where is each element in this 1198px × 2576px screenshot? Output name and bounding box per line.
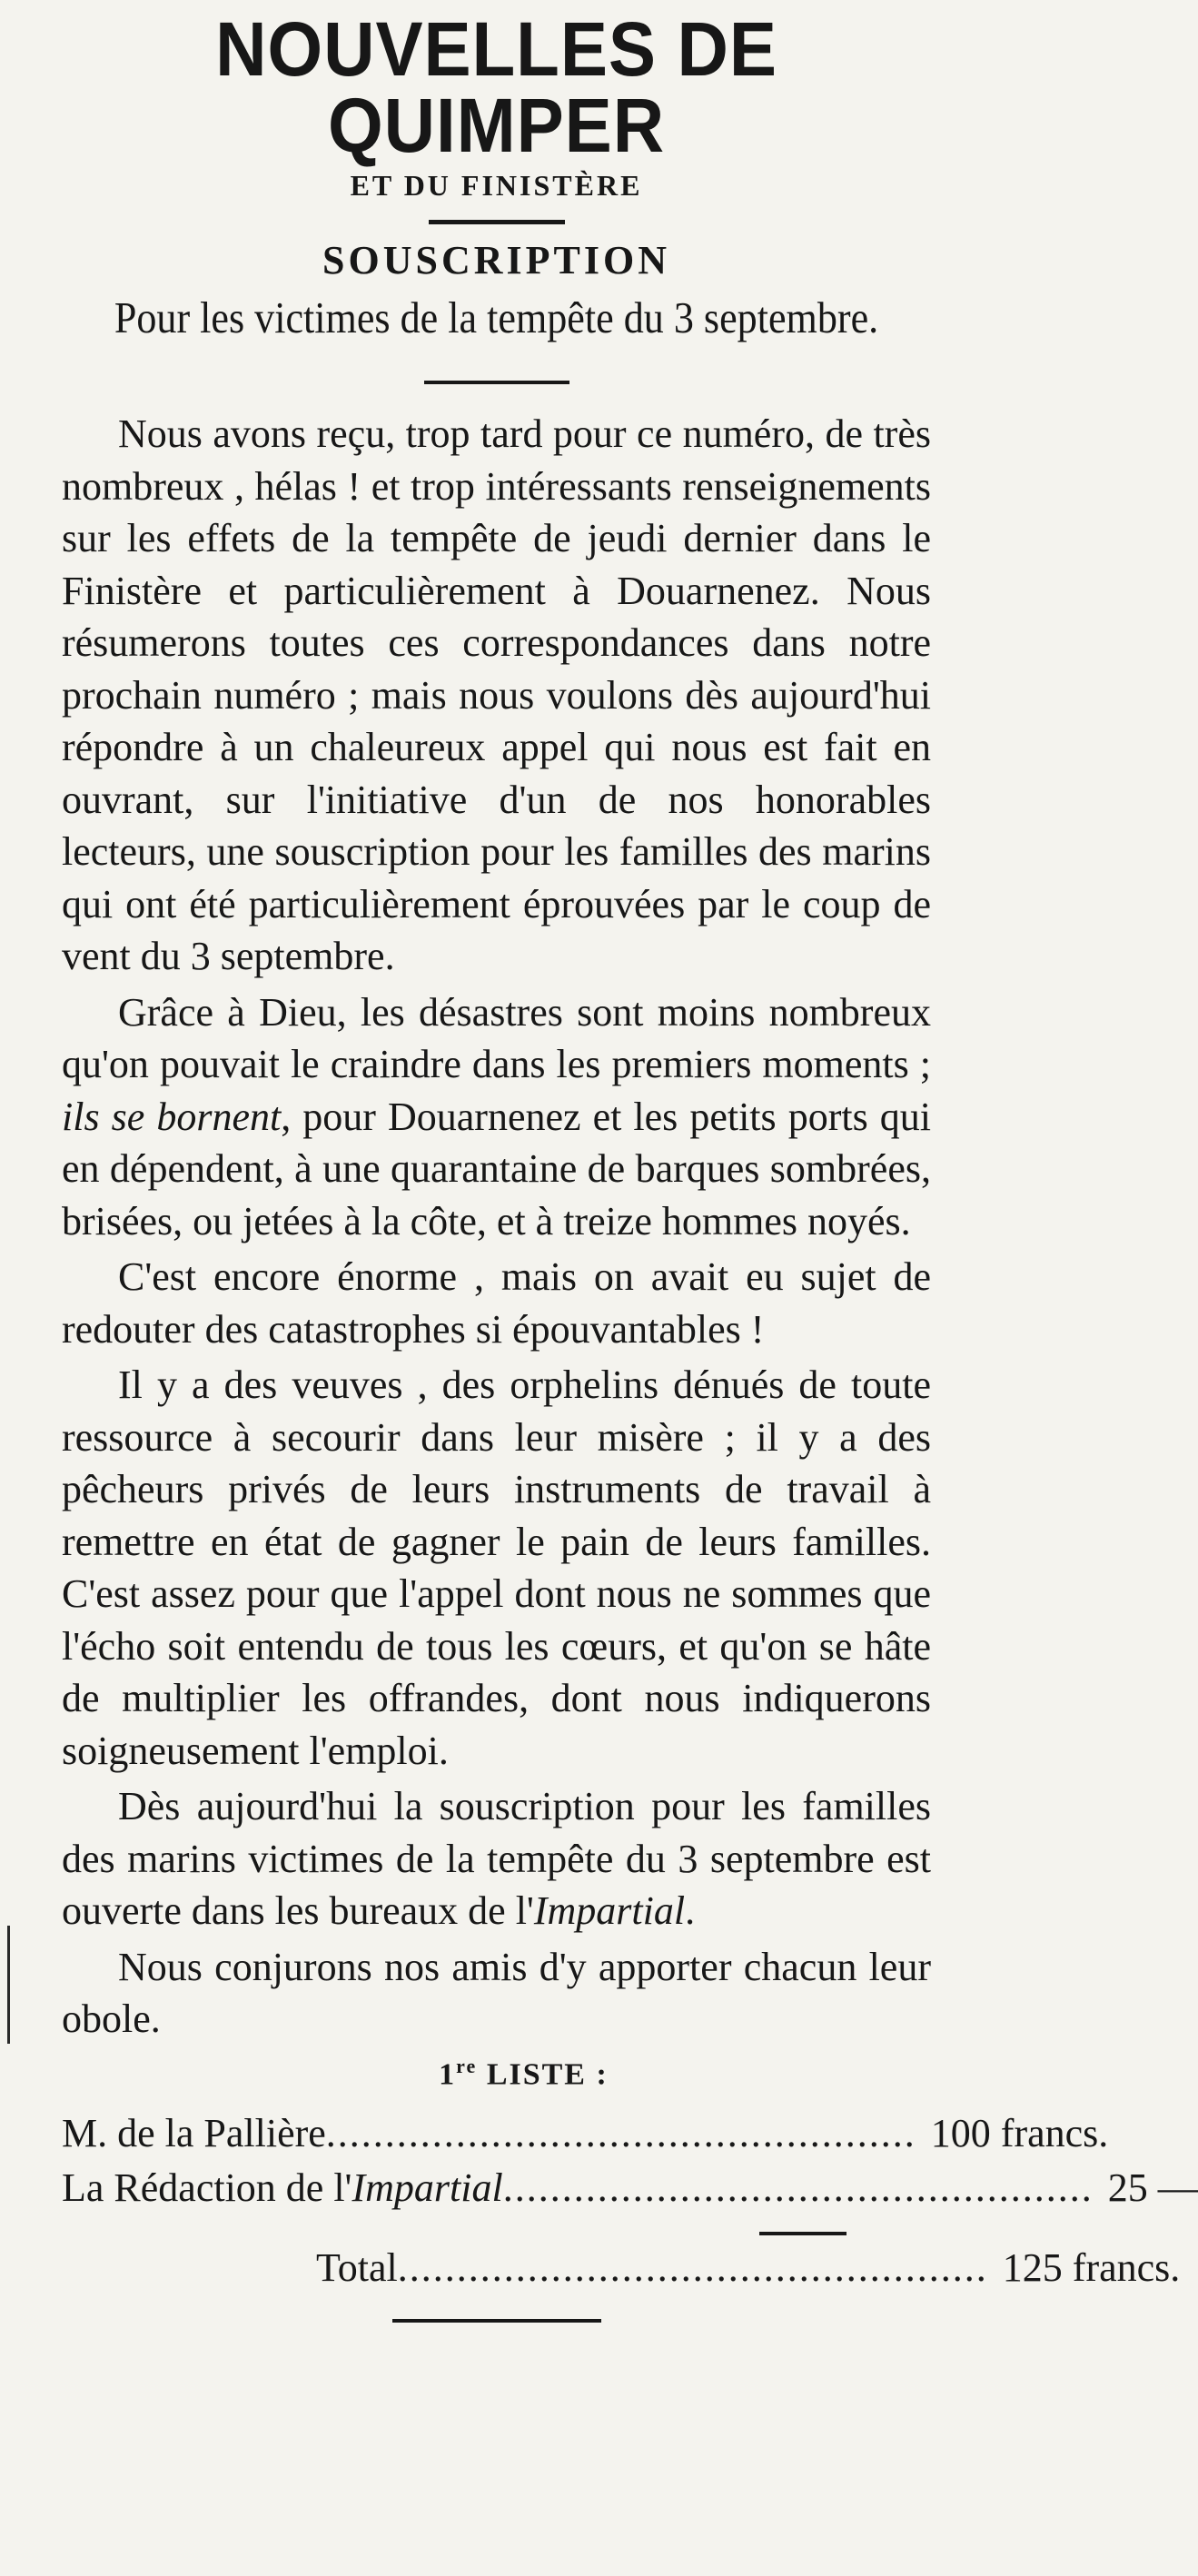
section-title: SOUSCRIPTION — [322, 238, 670, 282]
paragraph: C'est encore énorme , mais on avait eu sujet de redouter des catastrophes si épouvantables ! — [62, 1254, 931, 1352]
article-body — [62, 408, 931, 2046]
subscriber-name — [62, 2161, 503, 2215]
paragraph-part: . — [685, 1888, 696, 1934]
subscription-list — [62, 2106, 1198, 2295]
divider-rule — [424, 381, 569, 384]
paragraph — [62, 1780, 931, 1937]
masthead-subtitle: ET DU FINISTÈRE — [350, 169, 643, 202]
paragraph: Il y a des veuves , des orphelins dénués de toute ressource à secourir dans leur misère ; il y a des pêcheurs privés de leurs instruments de travail à remettre en état de gagner le pain de leurs familles. C'est assez pour que l'appel dont nous ne sommes que l'écho soit entendu de tous les cœurs, et qu'on se hâte de multiplier les offrandes, dont nous indiquerons soigneusement l'emploi. — [62, 1362, 931, 1773]
paragraph-part: , pour Douarnenez et les petits ports qui en dépendent, à une quarantaine de barques sombrées, brisées, ou jetées à la côte, et à treize hommes noyés. — [62, 1094, 931, 1243]
leader-dots: .................................................. — [325, 2111, 916, 2156]
list-number: 1 — [439, 2057, 457, 2092]
paragraph: Nous conjurons nos amis d'y apporter chacun leur obole. — [62, 1944, 931, 2042]
paragraph: Nous avons reçu, trop tard pour ce numéro, de très nombreux , hélas ! et trop intéressants renseignements sur les effets de la tempête de jeudi dernier dans le Finistère et particulièrement à Douarnenez. Nous résumerons toutes ces correspondances dans notre prochain numéro ; mais nous voulons dès aujourd'hui répondre à un chaleureux appel qui nous est fait en ouvrant, sur l'initiative d'un de nos honorables lecteurs, une souscription pour les familles des marins qui ont été particulièrement éprouvées par le coup de vent du 3 septembre. — [62, 411, 931, 979]
list-number-suffix: re — [456, 2054, 478, 2077]
subscriber-name: M. de la Pallière — [62, 2111, 326, 2156]
total-label: Total — [316, 2245, 398, 2291]
section-subtitle: Pour les victimes de la tempête du 3 septembre. — [114, 292, 879, 343]
leader-dots: .................................................. — [502, 2165, 1094, 2211]
leader-dots: .................................................. — [397, 2245, 988, 2291]
list-title-text: LISTE : — [486, 2057, 609, 2092]
paragraph — [62, 986, 931, 1248]
margin-rule — [7, 1926, 10, 2044]
total-amount: 125 francs. — [1002, 2245, 1181, 2291]
subscriber-name-prefix: La Rédaction de l' — [62, 2165, 352, 2211]
list-title — [62, 2055, 931, 2092]
subscription-amount: 100 francs. — [930, 2111, 1109, 2156]
subscription-amount: 25 — — [1107, 2165, 1198, 2211]
sum-rule — [759, 2232, 847, 2235]
divider-rule — [392, 2319, 601, 2323]
italic-phrase: ils se bornent — [62, 1094, 282, 1139]
total-row — [62, 2241, 1181, 2295]
list-item — [62, 2161, 1198, 2215]
divider-rule — [429, 220, 565, 224]
paragraph-part: Dès aujourd'hui la souscription pour les familles des marins victimes de la tempête du 3 septembre est ouverte dans les bureaux de l' — [62, 1784, 931, 1934]
masthead-title: NOUVELLES DE QUIMPER — [215, 6, 777, 168]
italic-phrase: Impartial — [533, 1888, 686, 1934]
list-item — [62, 2106, 1109, 2161]
paragraph-part: Grâce à Dieu, les désastres sont moins nombreux qu'on pouvait le craindre dans les premiers moments ; — [62, 989, 931, 1087]
subscriber-name-italic: Impartial — [351, 2165, 503, 2211]
